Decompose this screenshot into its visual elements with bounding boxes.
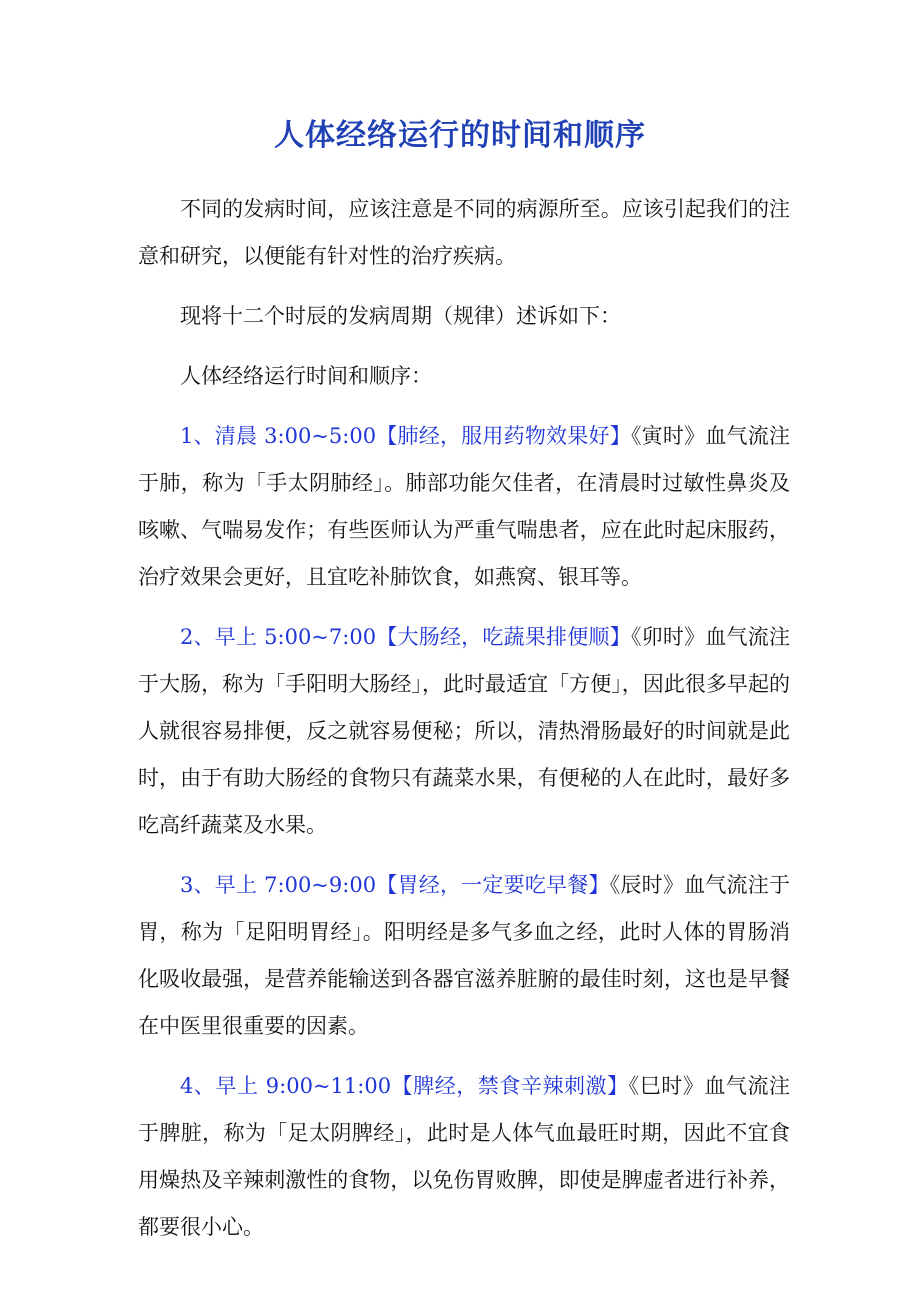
section-2-text: 《卯时》血气流注于大肠，称为「手阳明大肠经」，此时最适宜「方便」，因此很多早起的人就很容易排便，反之就容易便秘；所以，清热滑肠最好的时间就是此时，由于有助大肠经的食物只有蔬菜水果，有便秘的人在此时，最好多吃高纤蔬菜及水果。 <box>138 625 791 837</box>
section-4 <box>138 1063 790 1251</box>
section-3-heading: 3、早上 7:00~9:00【胃经，一定要吃早餐】 <box>180 873 610 897</box>
section-4-text: 《巳时》血气流注于脾脏，称为「足太阴脾经」，此时是人体气血最旺时期，因此不宜食用燥热及辛辣刺激性的食物，以免伤胃败脾，即使是脾虚者进行补养，都要很小心。 <box>138 1074 791 1239</box>
section-2-heading: 2、早上 5:00~7:00【大肠经，吃蔬果排便顺】 <box>180 625 631 649</box>
section-1-heading: 1、清晨 3:00~5:00【肺经，服用药物效果好】 <box>180 424 631 448</box>
lead-paragraph: 现将十二个时辰的发病周期（规律）述诉如下： <box>180 304 621 328</box>
section-4-heading: 4、早上 9:00~11:00【脾经，禁食辛辣刺激】 <box>180 1074 629 1098</box>
intro-paragraph: 不同的发病时间，应该注意是不同的病源所至。应该引起我们的注意和研究，以便能有针对性的治疗疾病。 <box>138 197 790 268</box>
section-2 <box>138 614 790 849</box>
section-1-text: 《寅时》血气流注于肺，称为「手太阴肺经」。肺部功能欠佳者，在清晨时过敏性鼻炎及咳嗽、气喘易发作；有些医师认为严重气喘患者，应在此时起床服药，治疗效果会更好，且宜吃补肺饮食，如燕窝、银耳等。 <box>138 424 791 589</box>
section-3-text: 《辰时》血气流注于胃，称为「足阳明胃经」。阳明经是多气多血之经，此时人体的胃肠消化吸收最强，是营养能输送到各器官滋养脏腑的最佳时刻，这也是早餐在中医里很重要的因素。 <box>138 873 790 1038</box>
subhead-paragraph: 人体经络运行时间和顺序： <box>180 364 432 388</box>
section-3 <box>138 862 790 1050</box>
section-1 <box>138 413 790 601</box>
document-title: 人体经络运行的时间和顺序 <box>274 118 646 153</box>
document-body <box>138 186 790 1264</box>
